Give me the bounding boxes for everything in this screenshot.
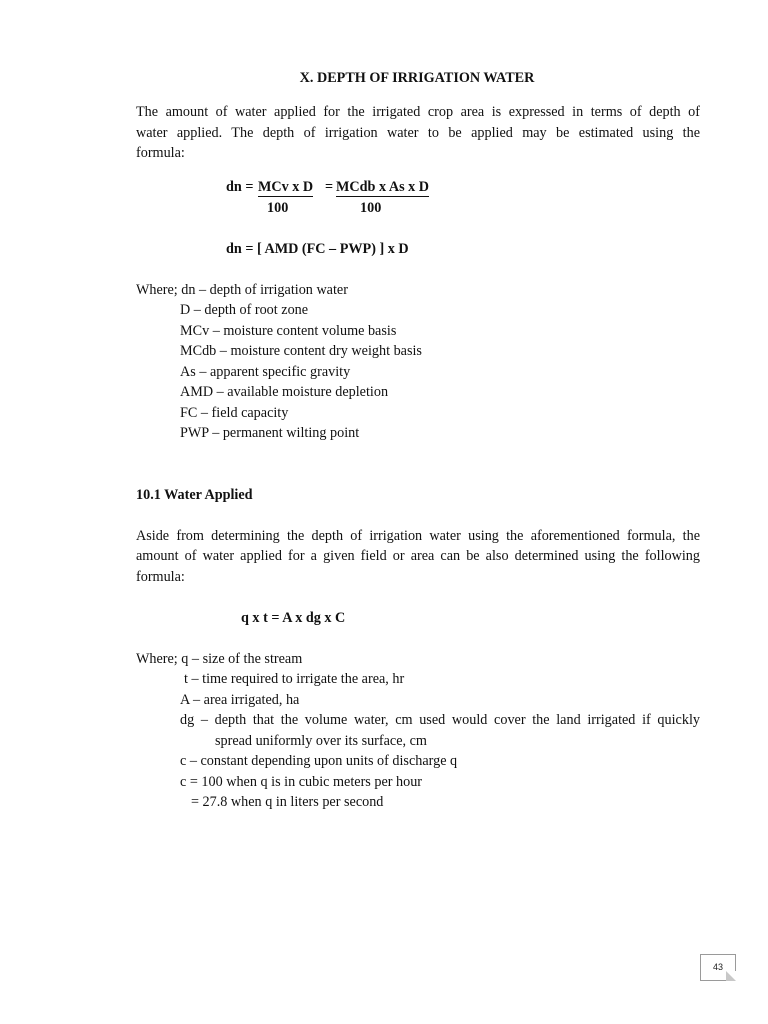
where-1-item: FC – field capacity (180, 405, 289, 421)
where-2-item-t: t – time required to irrigate the area, hr (184, 671, 405, 687)
where-2-item-dg: dg – depth that the volume water, cm used would cover the land irrigated if quickly (180, 712, 700, 728)
formula-1-denominator-1: 100 (267, 200, 289, 216)
folded-corner-icon (726, 971, 736, 981)
where-2-item-dg-cont: spread uniformly over its surface, cm (215, 733, 427, 749)
where-1-item: PWP – permanent wilting point (180, 425, 360, 441)
where-2-item-c: c – constant depending upon units of discharge q (180, 753, 458, 769)
intro-line-1: The amount of water applied for the irrigated crop area is expressed in terms of depth of (136, 104, 700, 120)
where-1-item: MCdb – moisture content dry weight basis (180, 343, 422, 359)
where-2-item-c-278: = 27.8 when q in liters per second (191, 794, 384, 810)
where-1-first: Where; dn – depth of irrigation water (136, 282, 348, 298)
where-1-item: As – apparent specific gravity (180, 364, 351, 380)
section-line-1: Aside from determining the depth of irrigation water using the aforementioned formula, the (136, 528, 700, 544)
page-title: X. DEPTH OF IRRIGATION WATER (299, 70, 535, 86)
section-line-3: formula: (136, 569, 185, 585)
formula-1-lhs: dn = (226, 179, 254, 195)
intro-line-3: formula: (136, 145, 185, 161)
formula-1-equals: = (325, 179, 334, 195)
formula-2: dn = [ AMD (FC – PWP) ] x D (226, 241, 409, 257)
where-1-item: MCv – moisture content volume basis (180, 323, 397, 339)
formula-1-numerator-1: MCv x D (258, 179, 314, 195)
where-2-item-c-100: c = 100 when q is in cubic meters per hour (180, 774, 423, 790)
page-number-text: 43 (712, 962, 723, 972)
intro-line-2: water applied. The depth of irrigation water to be applied may be estimated using the (136, 125, 700, 141)
section-heading: 10.1 Water Applied (136, 487, 253, 503)
where-1-item: D – depth of root zone (180, 302, 309, 318)
formula-3: q x t = A x dg x C (241, 610, 346, 626)
where-1-item: AMD – available moisture depletion (180, 384, 389, 400)
where-2-first: Where; q – size of the stream (136, 651, 303, 667)
where-2-item-a: A – area irrigated, ha (180, 692, 300, 708)
page-number (700, 954, 736, 981)
formula-1-numerator-2: MCdb x As x D (336, 179, 430, 195)
formula-1-denominator-2: 100 (360, 200, 382, 216)
section-line-2: amount of water applied for a given field or area can be also determined using the following (136, 548, 700, 564)
